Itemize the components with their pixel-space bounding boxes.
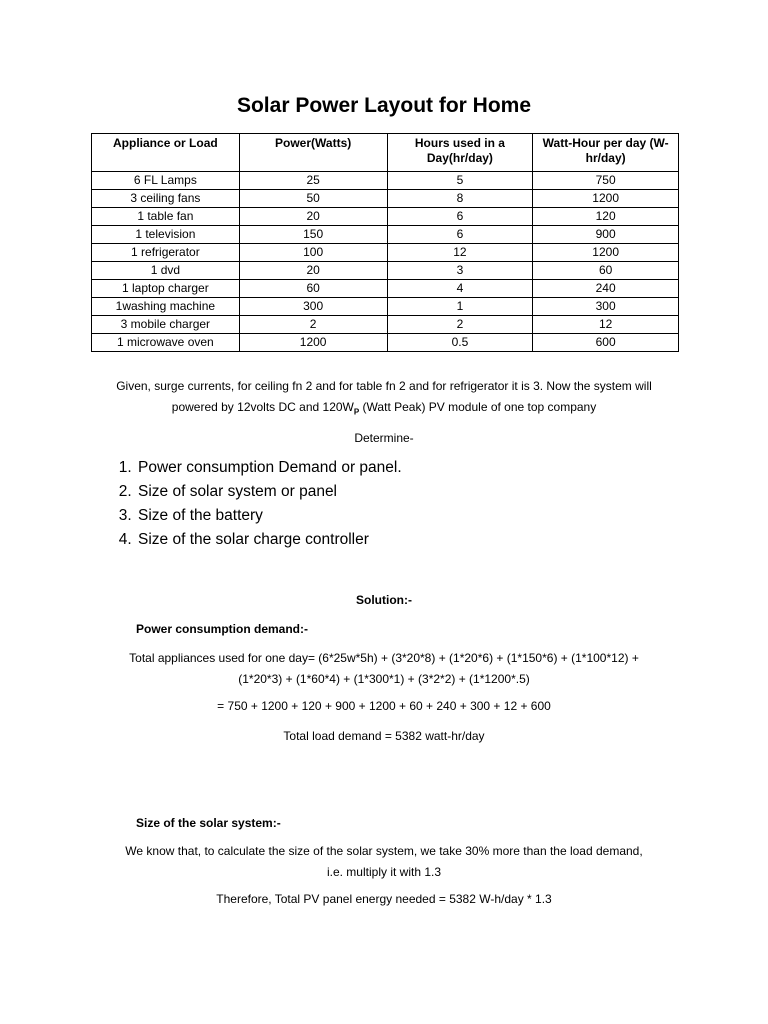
cell-power: 300 [239, 298, 387, 316]
cell-watt-hour: 1200 [533, 244, 679, 262]
table-row [92, 190, 679, 208]
given-line-2-sub: P [353, 407, 360, 417]
given-line-1: Given, surge currents, for ceiling fn 2 and for table fn 2 and for refrigerator it is 3. Now the system will [116, 379, 652, 393]
cell-watt-hour: 60 [533, 262, 679, 280]
table-row [92, 172, 679, 190]
table-row [92, 244, 679, 262]
cell-hours: 2 [387, 316, 533, 334]
load-demand: Total load demand = 5382 watt-hr/day [283, 729, 485, 743]
cell-appliance: 1 table fan [92, 208, 240, 226]
sum-line: = 750 + 1200 + 120 + 900 + 1200 + 60 + 240 + 300 + 12 + 600 [217, 699, 551, 713]
cell-power: 20 [239, 208, 387, 226]
cell-watt-hour: 12 [533, 316, 679, 334]
table-header-row [92, 134, 679, 172]
table-body [92, 172, 679, 352]
size-explanation [40, 841, 728, 883]
cell-hours: 5 [387, 172, 533, 190]
header-power: Power(Watts) [239, 134, 387, 172]
cell-watt-hour: 1200 [533, 190, 679, 208]
table-row [92, 334, 679, 352]
given-text [40, 376, 728, 422]
table-row [92, 280, 679, 298]
cell-hours: 1 [387, 298, 533, 316]
cell-power: 20 [239, 262, 387, 280]
cell-hours: 0.5 [387, 334, 533, 352]
determine-label: Determine- [354, 431, 414, 445]
cell-watt-hour: 750 [533, 172, 679, 190]
cell-appliance: 6 FL Lamps [92, 172, 240, 190]
table-row [92, 262, 679, 280]
list-item: 1. Power consumption Demand or panel. [136, 456, 402, 480]
cell-watt-hour: 600 [533, 334, 679, 352]
list-item: 4. Size of the solar charge controller [136, 528, 402, 552]
table-row [92, 316, 679, 334]
cell-appliance: 1 refrigerator [92, 244, 240, 262]
appliance-table [91, 133, 679, 352]
cell-appliance: 1 laptop charger [92, 280, 240, 298]
size-heading: Size of the solar system:- [136, 816, 281, 830]
given-line-2-post: (Watt Peak) PV module of one top company [359, 400, 597, 414]
page-title: Solar Power Layout for Home [236, 94, 532, 117]
pv-energy-line: Therefore, Total PV panel energy needed = 5382 W-h/day * 1.3 [216, 892, 552, 906]
cell-hours: 12 [387, 244, 533, 262]
cell-hours: 6 [387, 226, 533, 244]
task-list [88, 456, 402, 552]
cell-hours: 6 [387, 208, 533, 226]
header-appliance: Appliance or Load [92, 134, 240, 172]
power-consumption-heading: Power consumption demand:- [136, 622, 309, 636]
cell-appliance: 3 mobile charger [92, 316, 240, 334]
cell-watt-hour: 900 [533, 226, 679, 244]
cell-power: 150 [239, 226, 387, 244]
list-item: 2. Size of solar system or panel [136, 480, 402, 504]
solution-heading: Solution:- [356, 593, 412, 607]
cell-appliance: 1 microwave oven [92, 334, 240, 352]
list-item: 3. Size of the battery [136, 504, 402, 528]
cell-appliance: 1 television [92, 226, 240, 244]
given-line-2 [40, 397, 728, 422]
cell-power: 1200 [239, 334, 387, 352]
cell-watt-hour: 120 [533, 208, 679, 226]
table-row [92, 298, 679, 316]
cell-appliance: 1 dvd [92, 262, 240, 280]
header-hours: Hours used in a Day(hr/day) [387, 134, 533, 172]
cell-power: 100 [239, 244, 387, 262]
cell-power: 25 [239, 172, 387, 190]
cell-power: 60 [239, 280, 387, 298]
cell-power: 2 [239, 316, 387, 334]
cell-appliance: 3 ceiling fans [92, 190, 240, 208]
cell-power: 50 [239, 190, 387, 208]
table-row [92, 208, 679, 226]
cell-hours: 8 [387, 190, 533, 208]
cell-watt-hour: 300 [533, 298, 679, 316]
cell-watt-hour: 240 [533, 280, 679, 298]
cell-hours: 4 [387, 280, 533, 298]
cell-appliance: 1washing machine [92, 298, 240, 316]
header-watt-hour: Watt-Hour per day (W-hr/day) [533, 134, 679, 172]
size-line-2: i.e. multiply it with 1.3 [326, 865, 442, 879]
total-appliances-text [40, 648, 728, 690]
table-row [92, 226, 679, 244]
size-line-1: We know that, to calculate the size of the solar system, we take 30% more than the load demand, [125, 844, 643, 858]
total-line-2: (1*20*3) + (1*60*4) + (1*300*1) + (3*2*2) + (1*1200*.5) [238, 672, 530, 686]
cell-hours: 3 [387, 262, 533, 280]
total-line-1: Total appliances used for one day= (6*25w*5h) + (3*20*8) + (1*20*6) + (1*150*6) + (1*100*12) + [129, 651, 639, 665]
given-line-2-pre: powered by 12volts DC and 120W [171, 400, 354, 414]
